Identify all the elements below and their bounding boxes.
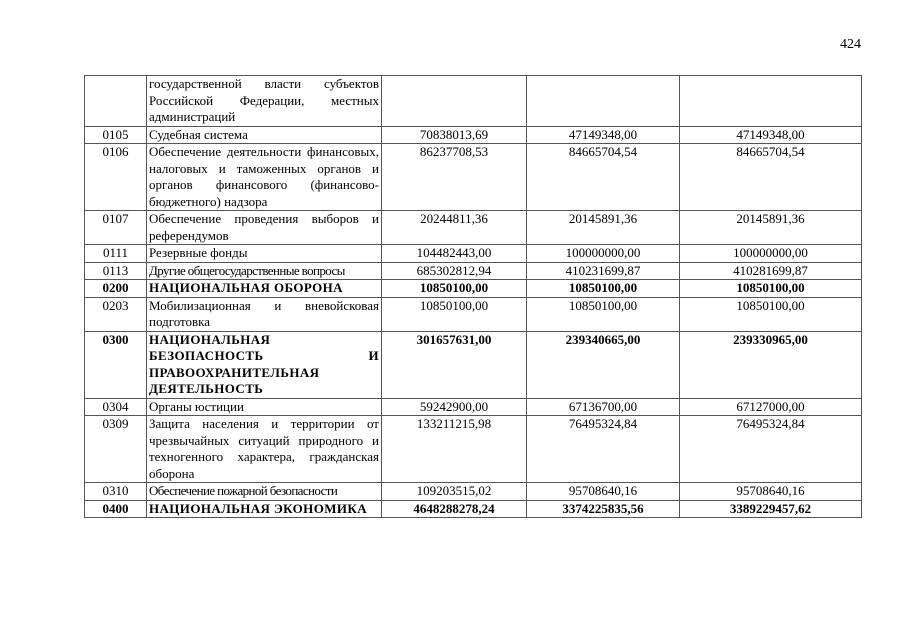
row-value-2021: 133211215,98: [382, 416, 527, 483]
row-name-text: Обеспечение пожарной безопасности: [149, 483, 338, 498]
row-value-2023: 239330965,00: [680, 331, 862, 398]
page-number: 424: [840, 37, 861, 52]
row-name: [147, 483, 382, 501]
row-value-2022: 239340665,00: [527, 331, 680, 398]
row-code: 0111: [85, 245, 147, 263]
table-row: [85, 500, 862, 518]
table-row: [85, 483, 862, 501]
row-value-2022: 95708640,16: [527, 483, 680, 501]
row-code: 0200: [85, 280, 147, 298]
table-row: [85, 331, 862, 398]
row-value-2022: 76495324,84: [527, 416, 680, 483]
row-value-2021: 4648288278,24: [382, 500, 527, 518]
row-name: НАЦИОНАЛЬНАЯ БЕЗОПАСНОСТЬ И ПРАВООХРАНИТЕЛЬНАЯ ДЕЯТЕЛЬНОСТЬ: [147, 331, 382, 398]
row-value-2023: 3389229457,62: [680, 500, 862, 518]
row-code: 0310: [85, 483, 147, 501]
row-value-2022: 10850100,00: [527, 297, 680, 331]
row-value-2022: 67136700,00: [527, 398, 680, 416]
row-value-2023: 10850100,00: [680, 280, 862, 298]
row-value-2022: 10850100,00: [527, 280, 680, 298]
row-name: Мобилизационная и вневойсковая подготовка: [147, 297, 382, 331]
row-value-2022: 3374225835,56: [527, 500, 680, 518]
row-name: Обеспечение проведения выборов и референдумов: [147, 211, 382, 245]
row-code: 0107: [85, 211, 147, 245]
row-name-text: Другие общегосударственные вопросы: [149, 262, 345, 278]
row-code: 0300: [85, 331, 147, 398]
row-name: Судебная система: [147, 126, 382, 144]
row-value-2022: 100000000,00: [527, 245, 680, 263]
row-code: 0203: [85, 297, 147, 331]
row-value-2021: 109203515,02: [382, 483, 527, 501]
row-value-2023: 67127000,00: [680, 398, 862, 416]
row-code: 0105: [85, 126, 147, 144]
row-value-2023: 95708640,16: [680, 483, 862, 501]
table-row: [85, 297, 862, 331]
row-value-2022: 410231699,87: [527, 262, 680, 280]
row-code: 0304: [85, 398, 147, 416]
row-value-2023: 10850100,00: [680, 297, 862, 331]
row-code: 0113: [85, 262, 147, 280]
row-value-2021: 10850100,00: [382, 280, 527, 298]
row-value-2021: 59242900,00: [382, 398, 527, 416]
row-name: НАЦИОНАЛЬНАЯ ЭКОНОМИКА: [147, 500, 382, 518]
row-value-2021: [382, 76, 527, 127]
row-value-2023: 20145891,36: [680, 211, 862, 245]
table-row: [85, 416, 862, 483]
row-name: [147, 262, 382, 280]
table-row: [85, 280, 862, 298]
table-row: [85, 144, 862, 211]
row-value-2023: 84665704,54: [680, 144, 862, 211]
row-value-2021: 70838013,69: [382, 126, 527, 144]
row-value-2023: 47149348,00: [680, 126, 862, 144]
row-name: Защита населения и территории от чрезвычайных ситуаций природного и техногенного характера, гражданская оборона: [147, 416, 382, 483]
row-code: 0400: [85, 500, 147, 518]
row-value-2023: 410281699,87: [680, 262, 862, 280]
row-value-2021: 10850100,00: [382, 297, 527, 331]
row-code: 0106: [85, 144, 147, 211]
row-value-2023: 76495324,84: [680, 416, 862, 483]
budget-table: [84, 75, 862, 518]
row-name: Обеспечение деятельности финансовых, налоговых и таможенных органов и органов финансового (финансово-бюджетного) надзора: [147, 144, 382, 211]
row-name: Резервные фонды: [147, 245, 382, 263]
row-value-2022: 84665704,54: [527, 144, 680, 211]
row-name: НАЦИОНАЛЬНАЯ ОБОРОНА: [147, 280, 382, 298]
row-value-2023: 100000000,00: [680, 245, 862, 263]
row-value-2021: 685302812,94: [382, 262, 527, 280]
row-value-2023: [680, 76, 862, 127]
row-code: 0309: [85, 416, 147, 483]
row-value-2022: 47149348,00: [527, 126, 680, 144]
row-value-2021: 104482443,00: [382, 245, 527, 263]
table-row: [85, 262, 862, 280]
table-row: [85, 211, 862, 245]
row-value-2022: 20145891,36: [527, 211, 680, 245]
row-name: Органы юстиции: [147, 398, 382, 416]
row-value-2022: [527, 76, 680, 127]
table-row: [85, 126, 862, 144]
table-row: [85, 245, 862, 263]
budget-table-body: [85, 76, 862, 518]
row-value-2021: 301657631,00: [382, 331, 527, 398]
row-value-2021: 86237708,53: [382, 144, 527, 211]
row-value-2021: 20244811,36: [382, 211, 527, 245]
row-name: государственной власти субъектов Российской Федерации, местных администраций: [147, 76, 382, 127]
row-code: [85, 76, 147, 127]
table-row: [85, 76, 862, 127]
table-row: [85, 398, 862, 416]
